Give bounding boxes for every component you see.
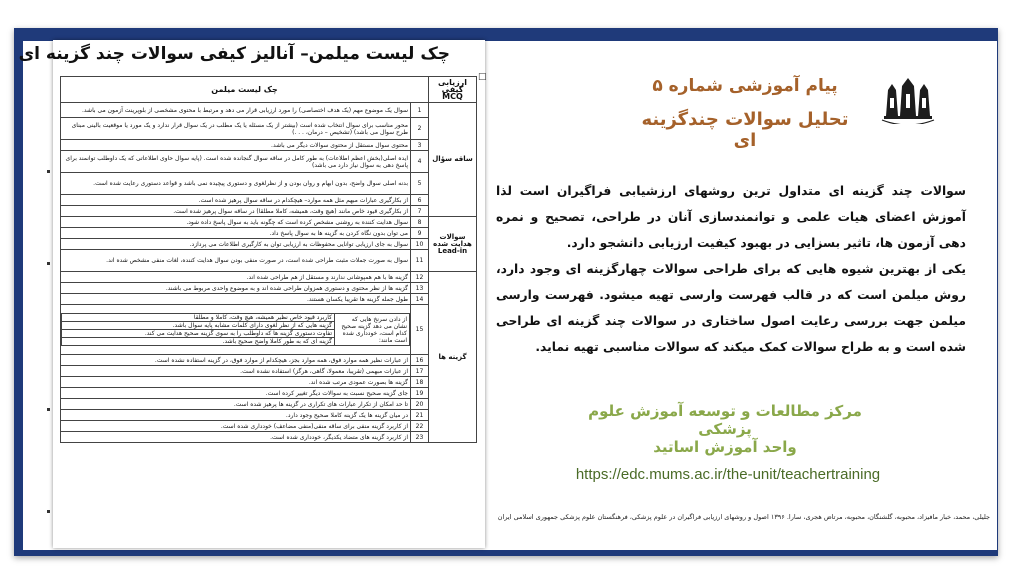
table-row xyxy=(61,173,477,195)
checklist-title: چک لیست میلمن– آنالیز کیفی سوالات چند گزینه ای xyxy=(18,44,450,64)
row-number: 14 xyxy=(411,294,429,305)
table-row xyxy=(61,140,477,151)
row-text: می توان بدون نگاه کردن به گزینه ها به سوال پاسخ داد. xyxy=(61,228,411,239)
binder-dot xyxy=(47,262,50,265)
table-header-row xyxy=(61,77,477,103)
table-row xyxy=(61,410,477,421)
table-row xyxy=(61,283,477,294)
binder-dot xyxy=(47,170,50,173)
website-link[interactable]: https://edc.mums.ac.ir/the-unit/teachertraining xyxy=(575,466,881,483)
row-text: گزینه ها بصورت عمودی مرتب شده اند. xyxy=(61,377,411,388)
table-row xyxy=(61,272,477,283)
reference-citation: جلیلی، محمد، خبار مافیزاد، محبوبه، گلشنگان، محبوبه، مرتاض هجری، سارا. ۱۳۹۶ اصول و روشهای ارزیابی فراگیران در علوم پزشکی، فرهنگستان علوم پزشکی جمهوری اسلامی ایران xyxy=(497,513,990,521)
table-row xyxy=(61,432,477,443)
row-number: 6 xyxy=(411,195,429,206)
row-text: گزینه ها با هم همپوشانی ندارند و مستقل از هم طراحی شده اند. xyxy=(61,272,411,283)
checklist-table xyxy=(60,76,477,443)
category-cell-leadin: سوالات هدایت شده Lead-in xyxy=(429,217,477,272)
binder-dot xyxy=(47,408,50,411)
row-text: از عبارات نظیر همه موارد فوق، همه موارد بجز، هیچکدام از موارد فوق، در گزینه استفاده نشده است. xyxy=(61,355,411,366)
binder-dot xyxy=(47,510,50,513)
category-cell-options: گزینه ها xyxy=(429,272,477,443)
table-row xyxy=(61,206,477,217)
center-name: مرکز مطالعات و توسعه آموزش علوم پزشکی xyxy=(588,402,862,438)
clue-item: کاربرد قیود خاص نظیر همیشه، هیچ وقت، کاملا و مطلقا xyxy=(62,314,335,322)
row-text: سوال به صورت جملات مثبت طراحی شده است، در صورت منفی بودن سوال هدایت کننده، لغات منفی مشخص شده اند. xyxy=(61,250,411,272)
row-number: 13 xyxy=(411,283,429,294)
row-number: 2 xyxy=(411,118,429,140)
table-row xyxy=(61,305,477,355)
row-text: از کاربرد گزینه های متضاد یکدیگر، خودداری شده است. xyxy=(61,432,411,443)
row-number: 1 xyxy=(411,103,429,118)
row-text-clues xyxy=(61,305,411,355)
row-number: 11 xyxy=(411,250,429,272)
row-text: از کاربرد گزینه منفی برای ساقه منفی(منفی مضاعف) خودداری شده است. xyxy=(61,421,411,432)
paragraph-millman: یکی از بهترین شیوه هایی که برای طراحی سوالات چهارگزینه ای وجود دارد، روش میلمن است که در قالب فهرست وارسی تهیه میشود. فهرست وارسی میلمن جهت بررسی رعایت اصول ساختاری در سوالات چند گزینه ای طراحی شده است و به طراح سوالات کمک میکند که سوالات مناسبی تهیه نماید. xyxy=(496,262,966,354)
body-text xyxy=(496,178,966,360)
row-text: سوال یک موضوع مهم (یک هدف اختصاصی) را مورد ارزیابی قرار می دهد و مرتبط با محتوی مشخصی از بلوپرینت آزمون می باشد. xyxy=(61,103,411,118)
row-number: 7 xyxy=(411,206,429,217)
row-text: طول جمله گزینه ها تقریبا یکسان هستند. xyxy=(61,294,411,305)
table-row xyxy=(61,421,477,432)
row-number: 4 xyxy=(411,151,429,173)
row-number: 22 xyxy=(411,421,429,432)
table-row xyxy=(61,388,477,399)
row-text: سوال به جای ارزیابی توانایی محفوظات به ارزیابی توان به کارگیری اطلاعات می پردازد. xyxy=(61,239,411,250)
paragraph-intro: سوالات چند گزینه ای متداول ترین روشهای ارزشیابی فراگیران است لذا آموزش اعضای هیات علمی و توانمندسازی آنان در طراحی، تصحیح و نمره دهی آزمون ها، تاثیر بسزایی در بهبود کیفیت ارزیابی دانشجو دارد. xyxy=(496,184,966,250)
table-row xyxy=(61,103,477,118)
clue-item: تفاوت دستوری گزینه ها که داوطلب را به سوی گزینه صحیح هدایت می کند. xyxy=(62,330,335,338)
row-number: 17 xyxy=(411,366,429,377)
row-text: بدنه اصلی سوال واضح، بدون ابهام و روان بودن و از نظرلغوی و دستوری پیچیده نمی باشد و قواعد دستوری رعایت شده است. xyxy=(61,173,411,195)
row-text: گزینه ها از نظر محتوی و دستوری همزوان طراحی شده اند و به موضوع واحدی مربوط می باشند. xyxy=(61,283,411,294)
table-row xyxy=(61,377,477,388)
table-row xyxy=(61,294,477,305)
row-number: 12 xyxy=(411,272,429,283)
row-number: 9 xyxy=(411,228,429,239)
row-text: جای گزینه صحیح نسبت به سوالات دیگر تغییر کرده است. xyxy=(61,388,411,399)
table-row xyxy=(61,195,477,206)
row-number: 23 xyxy=(411,432,429,443)
row-text: محتوی سوال مستقل از محتوی سوالات دیگر می باشد. xyxy=(61,140,411,151)
column-header-checklist: چک لیست میلمن xyxy=(61,77,429,103)
row-number: 19 xyxy=(411,388,429,399)
row-text: از عبارات مبهمی (تقریبا، معمولا، گاهی، هرگز) استفاده نشده است. xyxy=(61,366,411,377)
university-logo xyxy=(876,76,940,124)
row-text: از بکارگیری قیود خاص مانند (هیچ وقت، همیشه، کاملا مطلقا) در ساقه سوال پرهیز شده است. xyxy=(61,206,411,217)
table-row xyxy=(61,228,477,239)
table-row xyxy=(61,151,477,173)
clue-item: گزینه هایی که از نظر لغوی دارای کلمات مشابه پایه سوال باشد. xyxy=(62,322,335,330)
row-number: 20 xyxy=(411,399,429,410)
row-number: 16 xyxy=(411,355,429,366)
table-row xyxy=(61,355,477,366)
row-number: 18 xyxy=(411,377,429,388)
table-row xyxy=(61,399,477,410)
row-number: 5 xyxy=(411,173,429,195)
row-number: 21 xyxy=(411,410,429,421)
corner-mark: □ xyxy=(478,72,487,82)
row-text: در میان گزینه ها یک گزینه کاملا صحیح وجود دارد. xyxy=(61,410,411,421)
unit-name: واحد آموزش اساتید xyxy=(653,438,797,456)
row-number: 3 xyxy=(411,140,429,151)
message-number-heading: پیام آموزشی شماره ۵ xyxy=(652,76,838,96)
column-header-eval: ارزیابی کیفی MCQ xyxy=(429,77,477,103)
row-text: تا حد امکان از تکرار عبارات های تکراری در گزینه ها پرهیز شده است. xyxy=(61,399,411,410)
clues-subtable xyxy=(61,313,410,346)
checklist-table-wrap xyxy=(60,76,477,512)
table-row xyxy=(61,118,477,140)
table-row xyxy=(61,366,477,377)
category-cell-stem: ساقه سؤال xyxy=(429,103,477,217)
table-row xyxy=(61,217,477,228)
clue-row xyxy=(62,314,410,322)
row-number: 8 xyxy=(411,217,429,228)
row-text: محور مناسب برای سوال انتخاب شده است (بیشتر از یک مسئله یا یک مطلب در یک سوال قرار ندارد و یک مورد یا موقعیت بالینی مبنای طرح سوال می باشد) (تشخیص – درمان، . . .) xyxy=(61,118,411,140)
row-text: از بکارگیری عبارات مبهم مثل همه موارد– هیچکدام در ساقه سوال پرهیز شده است. xyxy=(61,195,411,206)
row-number: 15 xyxy=(411,305,429,355)
row-text: ایده اصلی(بخش اعظم اطلاعات) به طور کامل در ساقه سوال گنجانده شده است. (پایه سوال حاوی اطلاعاتی که یک داوطلب توانمند برای پاسخ دهی به سوال نیاز دارد می باشد) xyxy=(61,151,411,173)
clue-item: گزینه ای که به طور کاملا واضح صحیح باشد. xyxy=(62,338,335,346)
row-text: سوال هدایت کننده به روشنی مشخص کرده است که چگونه باید به سوال پاسخ داده شود. xyxy=(61,217,411,228)
message-topic-heading: تحلیل سوالات چندگزینه ای xyxy=(641,109,849,151)
row-number: 10 xyxy=(411,239,429,250)
table-row xyxy=(61,239,477,250)
table-row xyxy=(61,250,477,272)
clue-intro: از دادن سرنخ هایی که نشان می دهد گزینه صحیح کدام است، خودداری شده است مانند: xyxy=(335,314,410,346)
